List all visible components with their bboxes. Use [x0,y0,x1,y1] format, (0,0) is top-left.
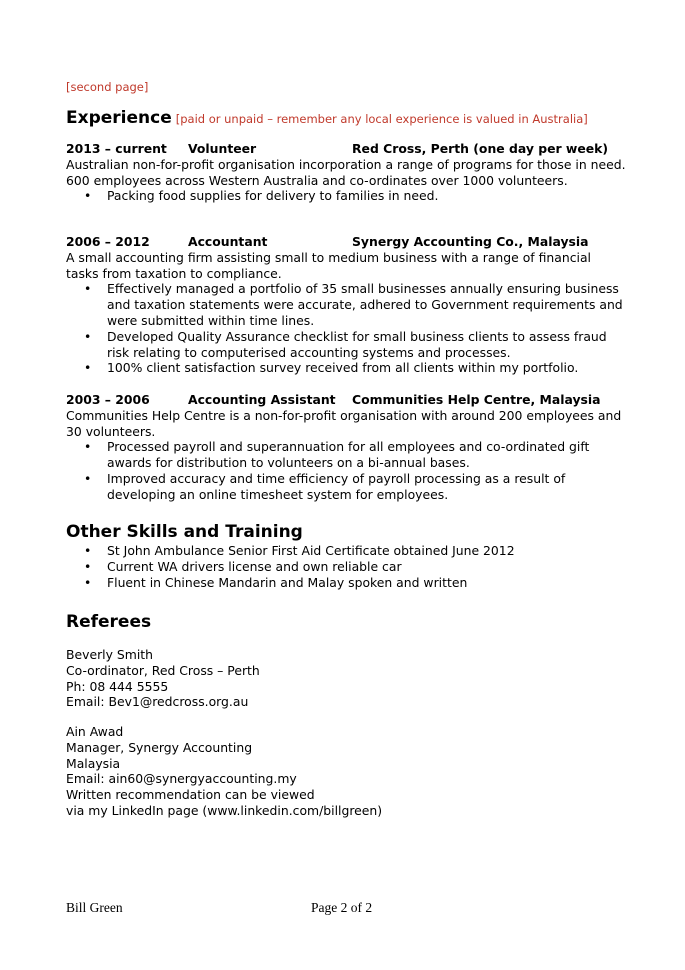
job-bullets [66,188,626,204]
job-org: Red Cross, Perth (one day per week) [352,141,609,156]
bullet-item: • Effectively managed a portfolio of 35 small businesses annually ensuring business and taxation statements were accurate, adhered to Government requirements and were submitted within time lines. [66,281,626,328]
job-role: Volunteer [188,141,257,156]
job-description: Australian non-for-profit organisation incorporation a range of programs for those in need. 600 employees across Western Australia and co-ordinates over 1000 volunteers. [66,156,626,188]
job-description: Communities Help Centre is a non-for-profit organisation with around 200 employees and 30 volunteers. [66,407,622,439]
bullet-item: • Processed payroll and superannuation for all employees and co-ordinated gift awards for distribution to volunteers on a bi-annual bases. [66,439,626,471]
bullet-item: • Developed Quality Assurance checklist for small business clients to assess fraud risk relating to computerised accounting systems and processes. [66,329,626,361]
bullet-item: • 100% client satisfaction survey received from all clients within my portfolio. [66,360,626,376]
referees-heading: Referees [66,612,152,632]
bullet-item: • Packing food supplies for delivery to families in need. [66,188,626,204]
page-note: [second page] [66,80,149,94]
job-header [66,234,626,250]
bullet-item: • Improved accuracy and time efficiency of payroll processing as a result of developing an online timesheet system for employees. [66,471,626,503]
job-entry [66,141,626,204]
job-header [66,392,626,408]
referee-phone: Ph: 08 444 5555 [66,678,169,694]
job-bullets [66,281,626,376]
referee-email: Email: Bev1@redcross.org.au [66,694,249,710]
footer-name: Bill Green [66,900,123,915]
experience-heading-text: Experience [66,108,172,128]
skills-heading: Other Skills and Training [66,522,303,542]
job-org: Synergy Accounting Co., Malaysia [352,234,589,249]
job-role: Accountant [188,234,268,249]
referee-2 [66,724,382,819]
experience-note: [paid or unpaid – remember any local experience is valued in Australia] [175,112,588,126]
referee-location: Malaysia [66,755,121,771]
job-entry [66,392,626,503]
job-years: 2006 – 2012 [66,234,150,249]
referee-name: Ain Awad [66,724,124,739]
footer-page-number: Page 2 of 2 [311,900,373,915]
skill-item: • St John Ambulance Senior First Aid Certificate obtained June 2012 [66,543,626,559]
referee-title: Manager, Synergy Accounting [66,739,253,755]
job-header [66,141,626,157]
referee-note: Written recommendation can be viewed [66,787,315,803]
job-years: 2003 – 2006 [66,392,150,407]
referee-1 [66,647,260,710]
job-years: 2013 – current [66,141,167,156]
experience-heading [66,108,588,128]
job-description: A small accounting firm assisting small to medium business with a range of financial tasks from taxation to compliance. [66,249,591,281]
referee-name: Beverly Smith [66,647,153,662]
referee-email: Email: ain60@synergyaccounting.my [66,771,297,787]
job-role: Accounting Assistant [188,392,336,407]
referee-linkedin: via my LinkedIn page (www.linkedin.com/billgreen) [66,802,383,818]
referee-title: Co-ordinator, Red Cross – Perth [66,662,260,678]
job-bullets [66,439,626,502]
skills-list [66,543,626,590]
skill-item: • Fluent in Chinese Mandarin and Malay spoken and written [66,575,626,591]
job-org: Communities Help Centre, Malaysia [352,392,601,407]
job-entry [66,234,626,376]
skill-item: • Current WA drivers license and own reliable car [66,559,626,575]
